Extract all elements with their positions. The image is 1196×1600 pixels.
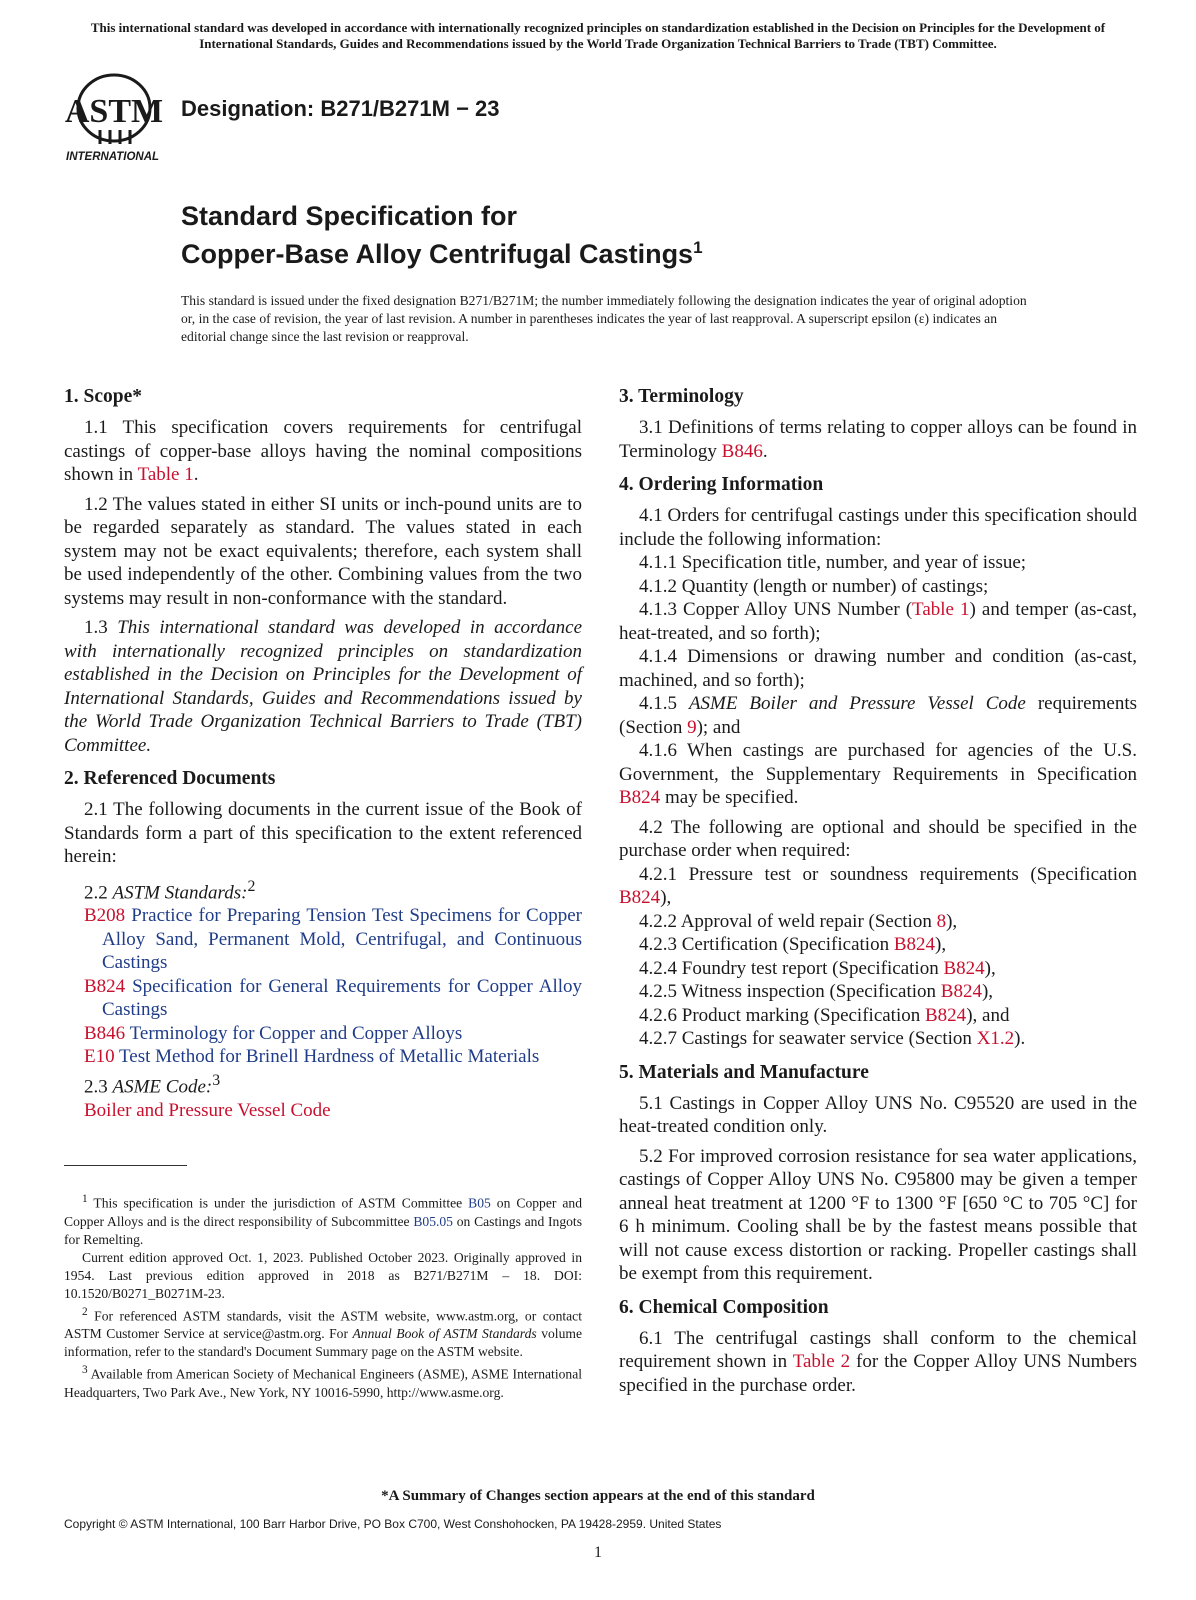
chemical-6-1: 6.1 The centrifugal castings shall conform to the chemical requirement shown in Table 2 for the Copper Alloy UNS Numbers specified in the purchase order. [619, 1327, 1137, 1396]
svg-text:ASTM: ASTM [64, 93, 164, 130]
footnote-3: $^3$ Available from American Society of Mechanical Engineers (ASME), ASME International Headquarters, Two Park Ave., New York, NY 10016-5990, http://www.asme.org. [64, 1364, 582, 1400]
section-8-link[interactable]: 8 [936, 910, 947, 932]
astm-standards-label: 2.2 ASTM Standards:$^2$ [84, 877, 256, 903]
ordering-heading: 4. Ordering Information [619, 474, 824, 495]
b05-link[interactable]: B05 [468, 1195, 491, 1211]
b824-link[interactable]: B824 [893, 934, 936, 955]
title-footnote-mark[interactable]: 1 [693, 238, 703, 257]
ordering-4-1-3: 4.1.3 Copper Alloy UNS Number (Table 1) and temper (as-cast, heat-treated, and so forth); [619, 599, 1137, 644]
top-notice: This international standard was developed in accordance with internationally recognized principles on standardization established in the Decision on Principles for the Development of International Standards, Guides and Recommendations issued by the World Trade Organization Technical Barriers to Trade (TBT) Committee. [90, 20, 1106, 51]
designation: Designation: B271/B271M − 23 [181, 96, 500, 121]
reference-asme-code[interactable]: Boiler and Pressure Vessel Code [84, 1099, 331, 1121]
b824-link[interactable]: B824 [925, 1004, 967, 1026]
reference-b824[interactable]: B824 Specification for General Requirements for Copper Alloy Castings [84, 975, 582, 1021]
ordering-4-2: 4.2 The following are optional and should be specified in the purchase order when required: [619, 816, 1137, 861]
ordering-4-2-4: 4.2.4 Foundry test report (Specification B824), [639, 957, 996, 979]
scope-1-3: 1.3 This international standard was developed in accordance with internationally recognized principles on standardization established in the Decision on Principles for the Development of International Standards, Guides and Recommendations issued by the World Trade Organization Technical Barriers to Trade (TBT) Committee. [64, 617, 582, 756]
b824-link[interactable]: B824 [619, 887, 661, 908]
ordering-4-2-6: 4.2.6 Product marking (Specification B824), and [639, 1004, 1010, 1026]
footnotes [64, 1190, 582, 1402]
referenced-2-1: 2.1 The following documents in the current issue of the Book of Standards form a part of this specification to the extent referenced herein: [64, 799, 582, 867]
ordering-4-1-1: 4.1.1 Specification title, number, and year of issue; [639, 552, 1027, 573]
table-2-link[interactable]: Table 2 [792, 1351, 851, 1372]
ordering-4-1-5: 4.1.5 ASME Boiler and Pressure Vessel Code requirements (Section 9); and [619, 693, 1138, 738]
scope-1-2: 1.2 The values stated in either SI units or inch-pound units are to be regarded separately as standard. The values stated in each system may not be exact equivalents; therefore, each system shall be used independently of the other. Combining values from the two systems may result in non-conformance with the standard. [64, 493, 582, 609]
ordering-4-1-6: 4.1.6 When castings are purchased for agencies of the U.S. Government, the Supplementary Requirements in Specification B824 may be specified. [619, 740, 1137, 808]
b846-link[interactable]: B846 [721, 440, 763, 462]
footnote-rule [64, 1165, 187, 1166]
footnote-2: $^2$ For referenced ASTM standards, visit the ASTM website, www.astm.org, or contact ASTM Customer Service at service@astm.org. For Annual Book of ASTM Standards volume information, refer to the standard's Document Summary page on the ASTM website. [64, 1305, 582, 1360]
page-number: 1 [594, 1544, 602, 1561]
copyright: Copyright © ASTM International, 100 Barr Harbor Drive, PO Box C700, West Conshohocken, PA 19428-2959. United States [64, 1517, 722, 1531]
ordering-4-2-2: 4.2.2 Approval of weld repair (Section 8), [639, 910, 958, 932]
materials-5-1: 5.1 Castings in Copper Alloy UNS No. C95520 are used in the heat-treated condition only. [619, 1092, 1137, 1137]
referenced-heading: 2. Referenced Documents [64, 768, 276, 789]
reference-b846[interactable]: B846 Terminology for Copper and Copper Alloys [84, 1022, 463, 1044]
left-column [64, 385, 582, 1122]
ordering-4-2-7: 4.2.7 Castings for seawater service (Section X1.2). [639, 1028, 1026, 1049]
x1-2-link[interactable]: X1.2 [976, 1028, 1015, 1049]
b05-05-link[interactable]: B05.05 [413, 1213, 453, 1229]
summary-of-changes-note: *A Summary of Changes section appears at the end of this standard [381, 1488, 815, 1504]
title-line-2: Copper-Base Alloy Centrifugal Castings [181, 239, 694, 269]
ordering-4-1: 4.1 Orders for centrifugal castings under this specification should include the following information: [619, 505, 1137, 550]
materials-heading: 5. Materials and Manufacture [619, 1061, 869, 1083]
ordering-4-1-2: 4.1.2 Quantity (length or number) of castings; [639, 575, 989, 597]
title-line-1: Standard Specification for [181, 201, 518, 231]
b824-link[interactable]: B824 [943, 957, 985, 979]
reference-e10[interactable]: E10 Test Method for Brinell Hardness of Metallic Materials [84, 1046, 540, 1068]
astm-logo [64, 70, 170, 166]
scope-heading: 1. Scope* [64, 386, 142, 407]
ordering-4-2-1: 4.2.1 Pressure test or soundness requirements (Specification B824), [619, 863, 1137, 908]
table-1-link[interactable]: Table 1 [912, 599, 970, 620]
svg-text:INTERNATIONAL: INTERNATIONAL [66, 151, 160, 163]
ordering-4-1-4: 4.1.4 Dimensions or drawing number and condition (as-cast, machined, and so forth); [619, 646, 1137, 691]
chemical-heading: 6. Chemical Composition [619, 1296, 829, 1318]
section-9-link[interactable]: 9 [687, 716, 697, 738]
b824-link[interactable]: B824 [619, 787, 661, 808]
right-column [619, 385, 1137, 1403]
issuance-note: This standard is issued under the fixed designation B271/B271M; the number immediately following the designation indicates the year of original adoption or, in the case of revision, the year of last revision. A number in parentheses indicates the year of last reapproval. A superscript epsilon (ε) indicates an editorial change since the last revision or reapproval. [181, 293, 1027, 344]
terminology-3-1: 3.1 Definitions of terms relating to copper alloys can be found in Terminology B846. [619, 417, 1137, 462]
edition-note: Current edition approved Oct. 1, 2023. Published October 2023. Originally approved in 1954. Last previous edition approved in 2018 as B271/B271M – 18. DOI: 10.1520/B0271_B0271M-23. [64, 1249, 582, 1301]
reference-b208[interactable]: B208 Practice for Preparing Tension Test Specimens for Copper Alloy Sand, Permanent Mold, Centrifugal, and Continuous Castings [84, 905, 582, 974]
scope-1-1: 1.1 This specification covers requirements for centrifugal castings of copper-base alloys having the nominal compositions shown in Table 1. [64, 417, 582, 485]
b824-link[interactable]: B824 [940, 981, 982, 1002]
document-title [181, 200, 703, 270]
terminology-heading: 3. Terminology [619, 386, 744, 407]
asme-code-label: 2.3 ASME Code:$^3$ [84, 1071, 221, 1098]
table-1-link[interactable]: Table 1 [137, 464, 194, 485]
ordering-4-2-5: 4.2.5 Witness inspection (Specification B824), [639, 981, 994, 1002]
materials-5-2: 5.2 For improved corrosion resistance for sea water applications, castings of Copper Alloy UNS No. C95800 may be given a temper anneal heat treatment at 1200 °F to 1300 °F [650 °C to 705 °C] for 6 h minimum. Cooling shall be by the fastest means possible that will not cause excess distortion or racking. Propeller castings shall be exempt from this requirement. [619, 1145, 1137, 1284]
ordering-4-2-3: 4.2.3 Certification (Specification B824), [639, 934, 947, 955]
footnote-1: $^1$ This specification is under the jurisdiction of ASTM Committee B05 on Copper and Copper Alloys and is the direct responsibility of Subcommittee B05.05 on Castings and Ingots for Remelting. [64, 1193, 583, 1247]
